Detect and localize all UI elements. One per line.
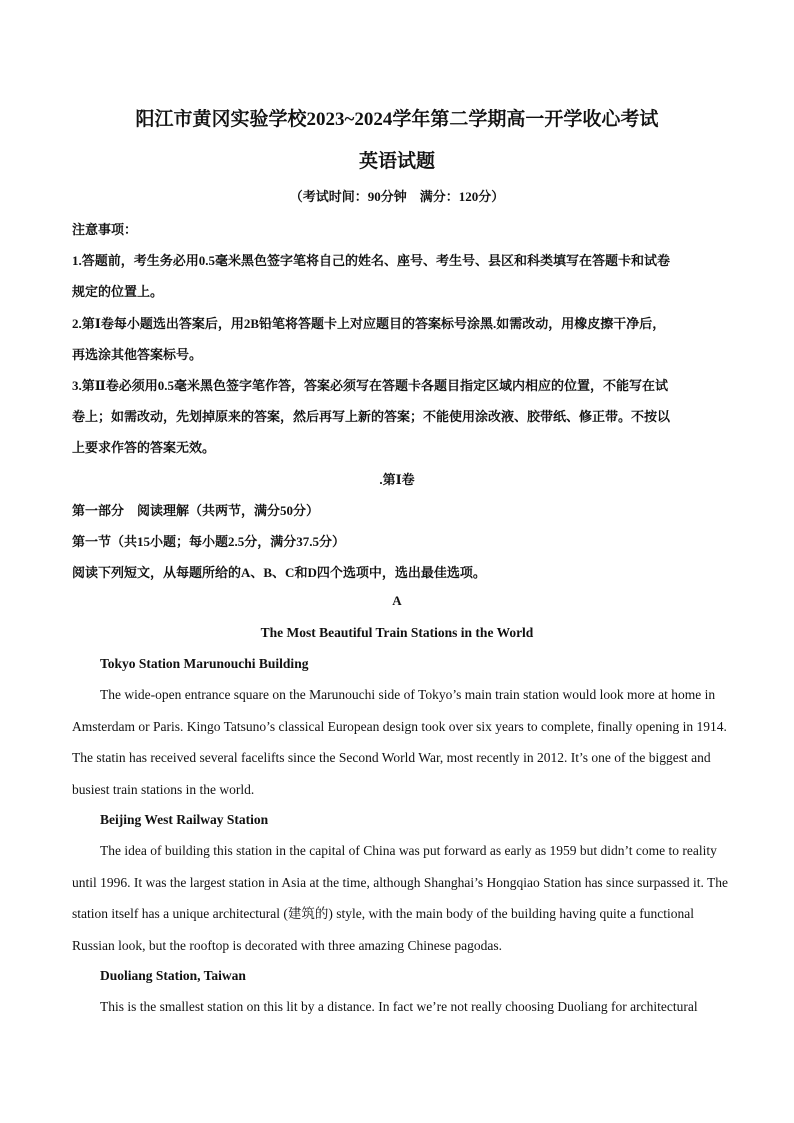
- paragraph-tokyo: [72, 679, 732, 805]
- passage-title: The Most Beautiful Train Stations in the World: [260, 625, 534, 640]
- paragraph-text: This is the smallest station on this lit by a distance. In fact we’re not really choosing Duoliang for architectural: [100, 999, 698, 1014]
- note-1-line-1: 1.答题前，考生务必用0.5毫米黑色签字笔将自己的姓名、座号、考生号、县区和科类填写在答题卡和试卷: [72, 253, 671, 268]
- part-heading: 第一部分 阅读理解（共两节，满分50分）: [72, 503, 320, 518]
- exam-title: 阳江市黄冈实验学校2023~2024学年第二学期高一开学收心考试: [135, 109, 659, 130]
- subheading-duoliang: Duoliang Station, Taiwan: [100, 968, 246, 983]
- instructions: 阅读下列短文，从每题所给的A、B、C和D四个选项中，选出最佳选项。: [72, 565, 486, 580]
- note-3-line-3: 上要求作答的答案无效。: [72, 440, 216, 455]
- paragraph-text: The idea of building this station in the capital of China was put forward as early as 1959 but didn’t come to reality until 1996. It was the largest station in Asia at the time, although Shanghai’s Hongqiao Station has since surpassed it. The station itself has a unique architectural (建筑的) style, with the main body of the building having quite a functional Russian look, but the rooftop is decorated with three amazing Chinese pagodas.: [72, 843, 729, 953]
- passage-letter: A: [392, 593, 402, 608]
- subheading-beijing: Beijing West Railway Station: [100, 812, 269, 827]
- exam-info: （考试时间：90分钟 满分：120分）: [289, 189, 505, 204]
- note-3-line-2: 卷上；如需改动，先划掉原来的答案，然后再写上新的答案；不能使用涂改液、胶带纸、修正带。不按以: [72, 409, 671, 424]
- note-1-line-2: 规定的位置上。: [72, 284, 164, 299]
- section-heading: 第一节（共15小题；每小题2.5分，满分37.5分）: [72, 534, 346, 549]
- note-2-line-1: 2.第Ⅰ卷每小题选出答案后，用2B铅笔将答题卡上对应题目的答案标号涂黑.如需改动，用橡皮擦干净后，: [72, 316, 666, 331]
- note-3-line-1: 3.第Ⅱ卷必须用0.5毫米黑色签字笔作答，答案必须写在答题卡各题目指定区域内相应的位置，不能写在试: [72, 378, 668, 393]
- note-2-line-2: 再选涂其他答案标号。: [72, 347, 203, 362]
- paragraph-duoliang: [72, 991, 732, 1023]
- paragraph-beijing: [72, 835, 732, 961]
- notes-heading: 注意事项：: [72, 222, 138, 237]
- subheading-tokyo: Tokyo Station Marunouchi Building: [100, 656, 309, 671]
- volume-heading: .第Ⅰ卷: [379, 472, 415, 487]
- paragraph-text: The wide-open entrance square on the Marunouchi side of Tokyo’s main train station would look more at home in Amsterdam or Paris. Kingo Tatsuno’s classical European design took over six years to complete, finally opening in 1914. The statin has received several facelifts since the Second World War, most recently in 2012. It’s one of the biggest and busiest train stations in the world.: [72, 687, 727, 797]
- exam-subtitle: 英语试题: [358, 151, 435, 172]
